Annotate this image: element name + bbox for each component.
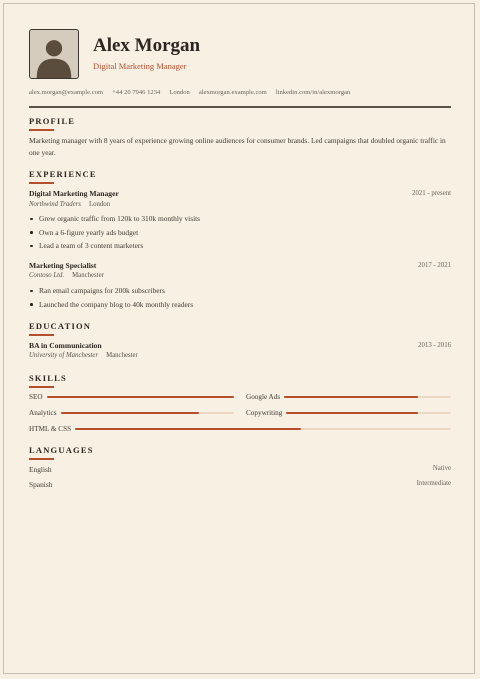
section-accent xyxy=(29,458,54,460)
contact-linkedin[interactable]: linkedin.com/in/alexmorgan xyxy=(275,89,351,96)
skill-item xyxy=(246,393,451,401)
skill-bar-fill xyxy=(61,412,200,415)
language-name: English xyxy=(29,465,52,474)
skill-bar-fill xyxy=(75,428,301,431)
section-title-skills: SKILLS xyxy=(29,373,67,383)
skill-item xyxy=(29,393,234,401)
section-title-languages: LANGUAGES xyxy=(29,445,94,455)
job-dates: 2021 - present xyxy=(412,190,451,197)
skill-item xyxy=(29,425,451,433)
language-level: Native xyxy=(432,465,451,472)
job-org xyxy=(29,201,110,208)
job-company: Northwind Traders xyxy=(29,201,81,208)
section-accent xyxy=(29,334,54,336)
avatar xyxy=(29,29,79,79)
skill-name: SEO xyxy=(29,393,43,401)
job-org xyxy=(29,272,104,279)
candidate-role: Digital Marketing Manager xyxy=(93,61,187,71)
job-city: London xyxy=(88,201,111,208)
contact-website[interactable]: alexmorgan.example.com xyxy=(198,89,267,96)
person-icon xyxy=(30,30,78,78)
candidate-name: Alex Morgan xyxy=(93,35,201,56)
education-degree: BA in Communication xyxy=(29,341,102,350)
skill-bar-track xyxy=(284,396,451,399)
job-company: Contoso Ltd. xyxy=(29,272,65,279)
section-title-profile: PROFILE xyxy=(29,116,76,126)
section-title-education: EDUCATION xyxy=(29,321,92,331)
job-title: Marketing Specialist xyxy=(29,261,97,270)
contact-city: London xyxy=(169,89,190,96)
list-item: Lead a team of 3 content marketers xyxy=(29,239,449,253)
skill-bar-fill xyxy=(284,396,417,399)
skill-item xyxy=(246,409,451,417)
skill-bar-track xyxy=(47,396,234,399)
resume-page xyxy=(3,3,475,674)
skill-bar-track xyxy=(75,428,451,431)
contact-phone[interactable]: +44 20 7946 1234 xyxy=(112,89,161,96)
skill-bar-track xyxy=(61,412,234,415)
list-item: Own a 6-figure yearly ads budget xyxy=(29,226,449,240)
list-item: Launched the company blog to 40k monthly readers xyxy=(29,298,449,312)
skill-item xyxy=(29,409,234,417)
job-dates: 2017 - 2021 xyxy=(418,262,451,269)
section-accent xyxy=(29,386,54,388)
skill-name: Copywriting xyxy=(246,409,283,417)
job-city: Manchester xyxy=(72,272,104,279)
section-accent xyxy=(29,182,54,184)
skill-name: HTML & CSS xyxy=(29,425,72,433)
section-title-experience: EXPERIENCE xyxy=(29,169,97,179)
list-item: Ran email campaigns for 200k subscribers xyxy=(29,284,449,298)
education-dates: 2013 - 2016 xyxy=(418,342,451,349)
header-divider xyxy=(29,106,451,108)
language-name: Spanish xyxy=(29,480,53,489)
language-level: Intermediate xyxy=(416,480,451,487)
job-bullets xyxy=(29,284,449,311)
contact-email[interactable]: alex.morgan@example.com xyxy=(29,89,104,96)
education-org xyxy=(29,352,138,359)
education-city: Manchester xyxy=(106,352,138,359)
job-bullets xyxy=(29,212,449,253)
contact-line xyxy=(29,89,451,96)
skill-bar-fill xyxy=(286,412,418,415)
skill-bar-track xyxy=(286,412,451,415)
skill-bar-fill xyxy=(47,396,234,399)
skill-name: Google Ads xyxy=(246,393,281,401)
job-title: Digital Marketing Manager xyxy=(29,189,119,198)
list-item: Grew organic traffic from 120k to 310k monthly visits xyxy=(29,212,449,226)
skill-name: Analytics xyxy=(29,409,57,417)
section-accent xyxy=(29,129,54,131)
education-school: University of Manchester xyxy=(29,352,99,359)
profile-text: Marketing manager with 8 years of experience growing online audiences for consumer brands. Led campaigns that doubled organic traffic in one year. xyxy=(29,136,446,157)
